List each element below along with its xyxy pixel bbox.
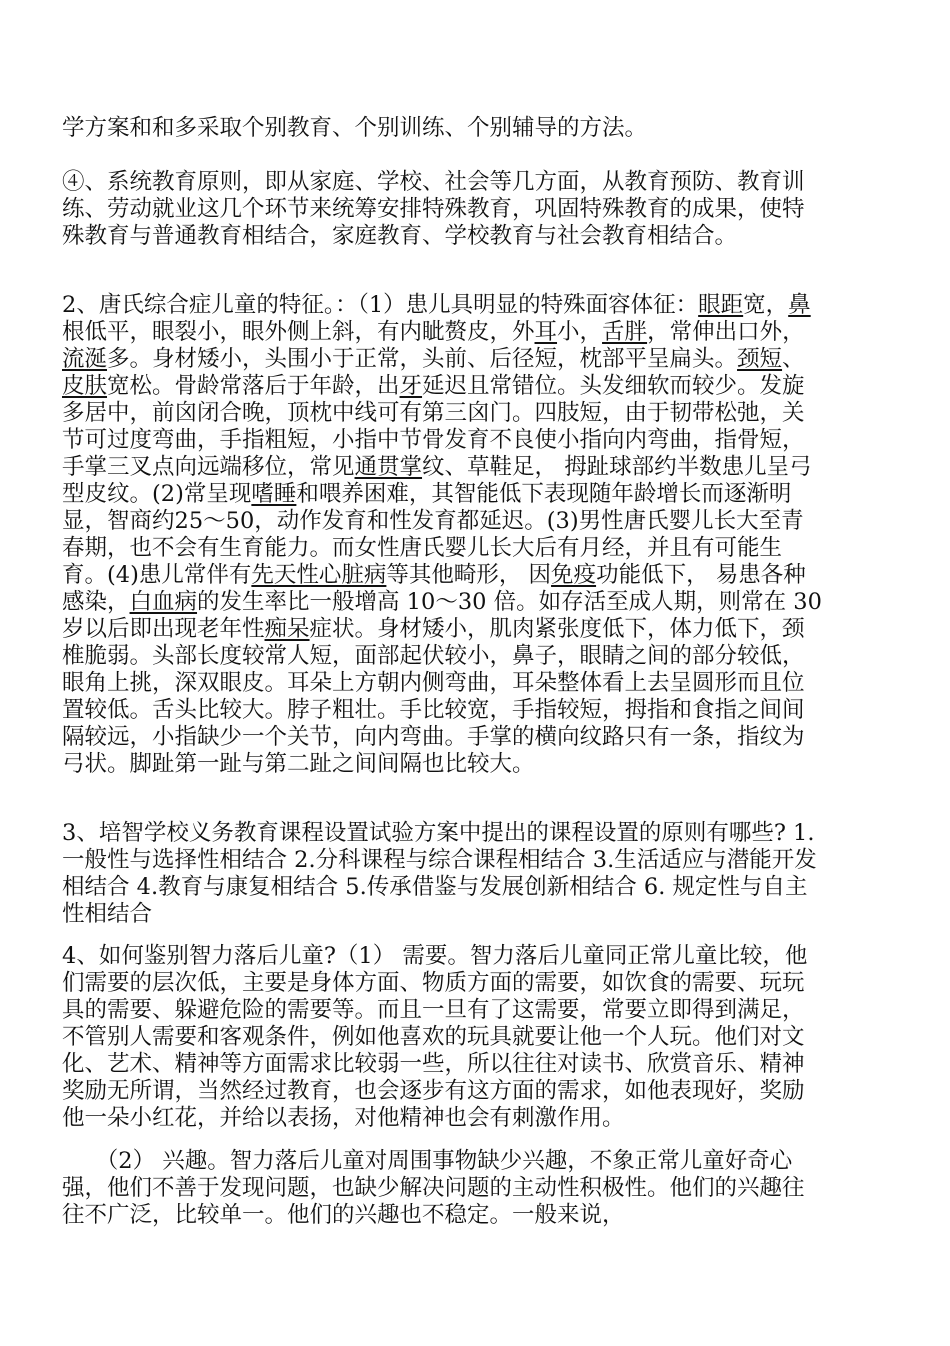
underlined-term: 颈短 bbox=[737, 346, 783, 372]
text-run: 小， bbox=[557, 319, 603, 345]
text-run: 多。身材矮小，头围小于正常，头前、后径短，枕部平呈扁头。 bbox=[107, 346, 738, 372]
text-run: 纹、草鞋足， 拇趾球部约半数患儿呈弓型皮纹。(2)常呈现 bbox=[62, 454, 812, 507]
underlined-term: 白血病 bbox=[129, 589, 198, 615]
underlined-term: 皮肤 bbox=[62, 373, 108, 399]
underlined-term: 先天性心脏病 bbox=[251, 562, 387, 588]
text-run: 宽松。骨龄常落后于年龄，出 bbox=[107, 373, 400, 399]
underlined-term: 眼距 bbox=[698, 292, 744, 318]
underlined-term: 痴呆 bbox=[264, 616, 310, 642]
text-run: 根低平，眼裂小，眼外侧上斜，有内眦赘皮，外 bbox=[62, 319, 535, 345]
text-run: 宽， bbox=[743, 292, 789, 318]
underlined-term: 免疫 bbox=[551, 562, 597, 588]
paragraph-down-syndrome-features bbox=[62, 292, 822, 778]
paragraph-method-continuation: 学方案和和多采取个别教育、个别训练、个别辅导的方法。 bbox=[62, 115, 648, 141]
text-run: 的发生率比一般增高 10～30 倍。如存活至成人期，则常在 30 岁以后即出现老年性 bbox=[62, 589, 822, 642]
paragraph-systematic-principle: ④、系统教育原则，即从家庭、学校、社会等几方面，从教育预防、教育训练、劳动就业这几个环节来统筹安排特殊教育，巩固特殊教育的成果，使特殊教育与普通教育相结合，家庭教育、学校教育与社会教育相结合。 bbox=[62, 169, 805, 249]
underlined-term: 嗜睡 bbox=[251, 481, 297, 507]
paragraph-curriculum-principles: 3、培智学校义务教育课程设置试验方案中提出的课程设置的原则有哪些? 1.一般性与选择性相结合 2.分科课程与综合课程相结合 3.生活适应与潜能开发相结合 4.教育与康复相结合 5.传承借鉴与发展创新相结合 6. 规定性与自主性相结合 bbox=[62, 820, 817, 927]
underlined-term: 牙 bbox=[399, 373, 423, 399]
text-run: ，常伸出口外， bbox=[647, 319, 805, 345]
paragraph-identify-interest: （2） 兴趣。智力落后儿童对周围事物缺少兴趣，不象正常儿童好奇心强，他们不善于发现问题，也缺少解决问题的主动性积极性。他们的兴趣往往不广泛，比较单一。他们的兴趣也不稳定。一般来说， bbox=[62, 1148, 805, 1228]
paragraph-identify-needs: 4、如何鉴别智力落后儿童?（1） 需要。智力落后儿童同正常儿童比较，他们需要的层次低，主要是身体方面、物质方面的需要，如饮食的需要、玩玩具的需要、躲避危险的需要等。而且一旦有了这需要，常要立即得到满足，不管别人需要和客观条件，例如他喜欢的玩具就要让他一个人玩。他们对文化、艺术、精神等方面需求比较弱一些，所以往往对读书、欣赏音乐、精神奖励无所谓，当然经过教育，也会逐步有这方面的需求，如他表现好，奖励他一朵小红花，并给以表扬，对他精神也会有刺激作用。 bbox=[62, 943, 808, 1131]
text-run: 症状。身材矮小，肌肉紧张度低下，体力低下，颈椎脆弱。头部长度较常人短，面部起伏较小，鼻子，眼睛之间的部分较低，眼角上挑，深双眼皮。耳朵上方朝内侧弯曲，耳朵整体看上去呈圆形而且位置较低。舌头比较大。脖子粗壮。手比较宽，手指较短，拇指和食指之间间隔较远，小指缺少一个关节，向内弯曲。手掌的横向纹路只有一条，指纹为弓状。脚趾第一趾与第二趾之间间隔也比较大。 bbox=[62, 616, 805, 777]
text-run: 、 bbox=[782, 346, 805, 372]
underlined-term: 通贯掌 bbox=[354, 454, 423, 480]
underlined-term: 流涎 bbox=[62, 346, 108, 372]
underlined-term: 舌胖 bbox=[602, 319, 648, 345]
text-run: 等其他畸形， 因 bbox=[386, 562, 552, 588]
underlined-term: 耳 bbox=[534, 319, 558, 345]
text-run: 2、唐氏综合症儿童的特征。：（1）患儿具明显的特殊面容体征： bbox=[62, 292, 699, 318]
text-run: 功能低下， 易患各种感染， bbox=[62, 562, 806, 615]
text-run: 延迟且常错位。头发细软而较少。发旋多居中，前囟闭合晚，顶枕中线可有第三囟门。四肢短，由于韧带松弛，关节可过度弯曲，手指粗短，小指中节骨发育不良使小指向内弯曲，指骨短，手掌三叉点向远端移位，常见 bbox=[62, 373, 805, 480]
underlined-term: 鼻 bbox=[788, 292, 811, 318]
text-run: 和喂养困难，其智能低下表现随年龄增长而逐渐明显，智商约25～50，动作发育和性发育都延迟。(3)男性唐氏婴儿长大至青春期，也不会有生育能力。而女性唐氏婴儿长大后有月经，并且有可能生育。(4)患儿常伴有 bbox=[62, 481, 804, 588]
